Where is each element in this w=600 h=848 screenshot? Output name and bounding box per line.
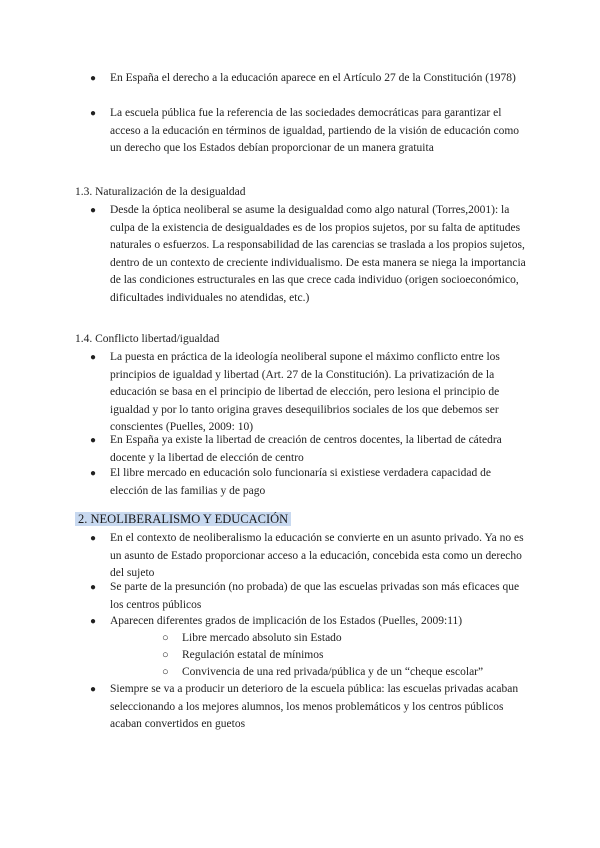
list-item: Aparecen diferentes grados de implicación de los Estados (Puelles, 2009:11) [110, 615, 463, 627]
sub-list-item: Convivencia de una red privada/pública y de un “cheque escolar” [182, 666, 484, 678]
hollow-bullet-icon: ○ [162, 666, 169, 678]
sub-list-item: Libre mercado absoluto sin Estado [182, 632, 342, 644]
list-item: En España ya existe la libertad de creación de centros docentes, la libertad de cátedra docente y la libertad de elección de centro [110, 434, 502, 464]
list-item: En el contexto de neoliberalismo la educación se convierte en un asunto privado. Ya no es un asunto de Estado proporcionar acceso a la educación, concebida esta como un derecho del sujeto [110, 532, 524, 579]
bullet-icon: ● [90, 108, 97, 119]
list-item: La puesta en práctica de la ideología neoliberal supone el máximo conflicto entre los principios de igualdad y libertad (Art. 27 de la Constitución). La privatización de la educación se basa en el principio de libertad de elección, pero lesiona el principio de igualdad y por lo tanto origina graves desequilibrios sociales de los que debemos ser conscientes (Puelles, 2009: 10) [110, 351, 500, 433]
bullet-icon: ● [90, 435, 97, 446]
hollow-bullet-icon: ○ [162, 649, 169, 661]
bullet-icon: ● [90, 73, 97, 84]
bullet-icon: ● [90, 468, 97, 479]
list-item: En España el derecho a la educación aparece en el Artículo 27 de la Constitución (1978) [110, 72, 516, 84]
bullet-icon: ● [90, 616, 97, 627]
list-item: La escuela pública fue la referencia de las sociedades democráticas para garantizar el acceso a la educación en términos de igualdad, partiendo de la visión de educación como un derecho que los Estados debían proporcionar de un manera gratuita [110, 107, 520, 154]
hollow-bullet-icon: ○ [162, 632, 169, 644]
list-item: Desde la óptica neoliberal se asume la desigualdad como algo natural (Torres,2001): la culpa de la existencia de desigualdades es de los propios sujetos, por su falta de aptitudes naturales o esfuerzos. La responsabilidad de las carencias se traslada a los propios sujetos, dentro de un contexto de creciente individualismo. De esta manera se niega la importancia de las condiciones estructurales en las que crece cada individuo (origen socioeconómico, dificultades individuales no atendidas, etc.) [110, 204, 526, 304]
section-heading-1-3: 1.3. Naturalización de la desigualdad [75, 186, 246, 198]
sub-list-item: Regulación estatal de mínimos [182, 649, 324, 661]
section-heading-2 [75, 511, 291, 529]
bullet-icon: ● [90, 533, 97, 544]
highlighted-title: 2. NEOLIBERALISMO Y EDUCACIÓN [75, 512, 291, 526]
bullet-icon: ● [90, 582, 97, 593]
list-item: El libre mercado en educación solo funcionaría si existiese verdadera capacidad de elección de las familias y de pago [110, 467, 491, 497]
section-heading-1-4: 1.4. Conflicto libertad/igualdad [75, 333, 220, 345]
bullet-icon: ● [90, 684, 97, 695]
list-item: Se parte de la presunción (no probada) de que las escuelas privadas son más eficaces que los centros públicos [110, 581, 520, 611]
bullet-icon: ● [90, 205, 97, 216]
bullet-icon: ● [90, 352, 97, 363]
list-item: Siempre se va a producir un deterioro de la escuela pública: las escuelas privadas acaban seleccionando a los mejores alumnos, los menos problemáticos y los centros públicos acaban convertidos en guetos [110, 683, 519, 730]
